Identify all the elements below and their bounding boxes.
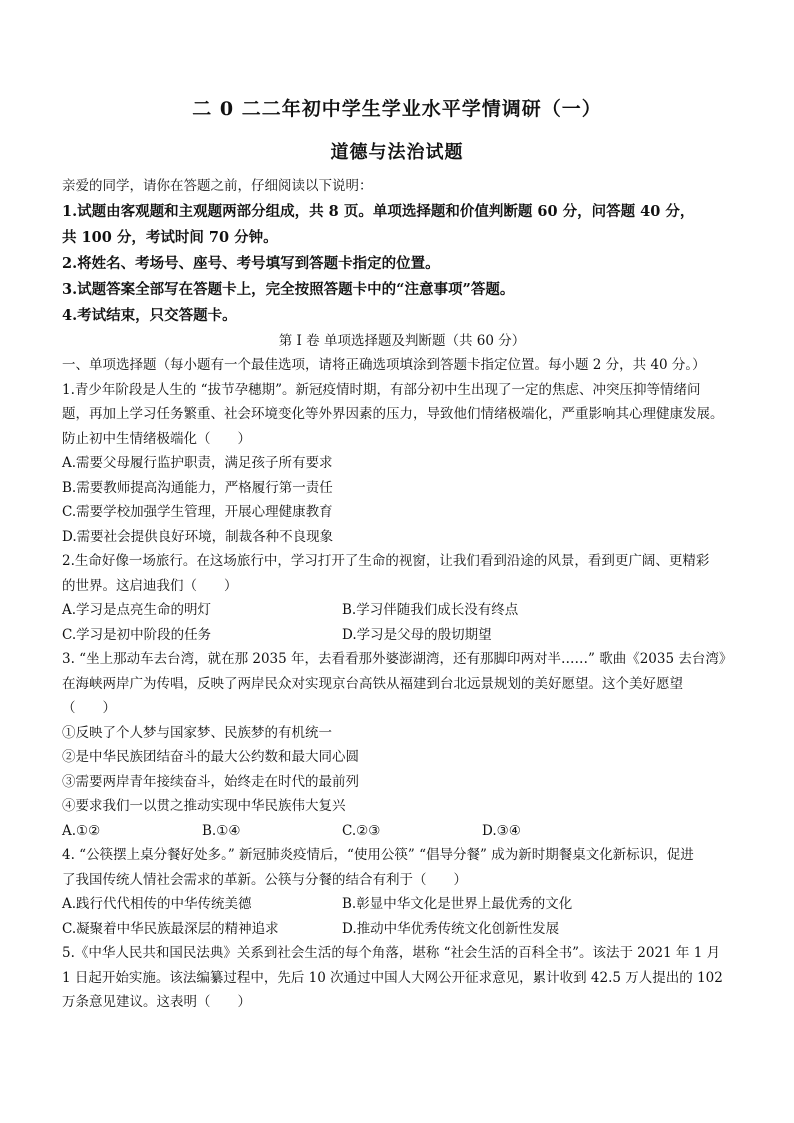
q1-stem-line-1: 1.青少年阶段是人生的 “拔节孕穗期”。新冠疫情时期，有部分初中生出现了一定的焦虑、冲突压抑等情绪问 <box>62 381 701 398</box>
q2-option-c: C.学习是初中阶段的任务 <box>62 626 212 643</box>
q1-option-a: A.需要父母履行监护职责，满足孩子所有要求 <box>62 455 333 471</box>
q4-stem-line-1: 4. “公筷摆上桌分餐好处多。” 新冠肺炎疫情后，“使用公筷” “倡导分餐” 成为新时期餐桌文化新标识，促进 <box>62 847 694 863</box>
q3-option-b: B.①④ <box>202 822 241 839</box>
instruction-3: 3.试题答案全部写在答题卡上，完全按照答题卡中的“注意事项”答题。 <box>62 280 515 298</box>
q2-stem-line-2: 的世界。这启迪我们（ ） <box>62 577 238 594</box>
q3-stem-line-3: （ ） <box>62 700 116 716</box>
section-heading: 第 I 卷 单项选择题及判断题（共 60 分） <box>278 332 526 349</box>
q3-statement-3: ③需要两岸青年接续奋斗，始终走在时代的最前列 <box>62 773 359 790</box>
q2-option-d: D.学习是父母的殷切期望 <box>342 626 492 643</box>
q3-stem-line-1: 3. “坐上那动车去台湾，就在那 2035 年，去看看那外婆澎湖湾，还有那脚印两对半……” 歌曲《2035 去台湾》 <box>62 651 733 667</box>
q1-stem-line-2: 题，再加上学习任务繁重、社会环境变化等外界因素的压力，导致他们情绪极端化，严重影响其心理健康发展。 <box>62 406 724 422</box>
q4-stem-line-2: 了我国传统人情社会需求的革新。公筷与分餐的结合有利于（ ） <box>62 871 467 888</box>
q4-option-d: D.推动中华优秀传统文化创新性发展 <box>342 920 560 937</box>
instruction-1-line-1: 1.试题由客观题和主观题两部分组成，共 8 页。单项选择题和价值判断题 60 分，问答题 40 分， <box>62 202 695 220</box>
instruction-2: 2.将姓名、考场号、座号、考号填写到答题卡指定的位置。 <box>62 254 440 272</box>
q1-stem-line-3: 防止初中生情绪极端化（ ） <box>62 430 251 447</box>
q2-stem-line-1: 2.生命好像一场旅行。在这场旅行中，学习打开了生命的视窗，让我们看到沿途的风景，看到更广阔、更精彩 <box>62 553 710 569</box>
q3-option-c: C.②③ <box>342 822 381 839</box>
q1-option-d: D.需要社会提供良好环境，制裁各种不良现象 <box>62 528 334 545</box>
q4-option-b: B.彰显中华文化是世界上最优秀的文化 <box>342 896 573 912</box>
q4-options-row-2 <box>62 917 742 942</box>
q3-stem-line-2: 在海峡两岸广为传唱，反映了两岸民众对实现京台高铁从福建到台北远景规划的美好愿望。这个美好愿望 <box>62 675 683 692</box>
q4-options-row-1 <box>62 892 742 917</box>
q5-stem-line-1: 5.《中华人民共和国民法典》关系到社会生活的每个角落，堪称 “社会生活的百科全书”。该法于 2021 年 1 月 <box>62 945 721 961</box>
q5-stem-line-2: 1 日起开始实施。该法编纂过程中，先后 10 次通过中国人大网公开征求意见，累计收到 42.5 万人提出的 102 <box>62 969 723 986</box>
part-1-heading: 一、单项选择题（每小题有一个最佳选项，请将正确选项填涂到答题卡指定位置。每小题 2 分，共 40 分。） <box>62 357 706 373</box>
q4-option-a: A.践行代代相传的中华传统美德 <box>62 896 252 912</box>
q2-options-row-1 <box>62 598 742 623</box>
q2-option-b: B.学习伴随我们成长没有终点 <box>342 602 519 618</box>
q5-stem-line-3: 万条意见建议。这表明（ ） <box>62 994 251 1010</box>
q3-statement-4: ④要求我们一以贯之推动实现中华民族伟大复兴 <box>62 798 346 814</box>
exam-title: 二 0 二二年初中学生学业水平学情调研（一） <box>192 98 602 120</box>
q3-statement-2: ②是中华民族团结奋斗的最大公约数和最大同心圆 <box>62 749 359 765</box>
instruction-1-line-2: 共 100 分，考试时间 70 分钟。 <box>62 228 278 246</box>
q2-options-row-2 <box>62 623 742 648</box>
q3-statement-1: ①反映了个人梦与国家梦、民族梦的有机统一 <box>62 724 332 741</box>
q3-option-a: A.①② <box>62 822 101 839</box>
instructions-greeting: 亲爱的同学，请你在答题之前，仔细阅读以下说明： <box>62 178 373 194</box>
q3-option-d: D.③④ <box>482 822 521 839</box>
q1-option-b: B.需要教师提高沟通能力，严格履行第一责任 <box>62 479 333 496</box>
q1-option-c: C.需要学校加强学生管理，开展心理健康教育 <box>62 504 333 520</box>
instruction-4: 4.考试结束，只交答题卡。 <box>62 306 237 324</box>
q4-option-c: C.凝聚着中华民族最深层的精神追求 <box>62 920 279 937</box>
exam-body <box>62 174 742 1015</box>
exam-subtitle: 道德与法治试题 <box>330 142 464 163</box>
q3-options-row <box>62 819 742 844</box>
q2-option-a: A.学习是点亮生命的明灯 <box>62 602 212 618</box>
